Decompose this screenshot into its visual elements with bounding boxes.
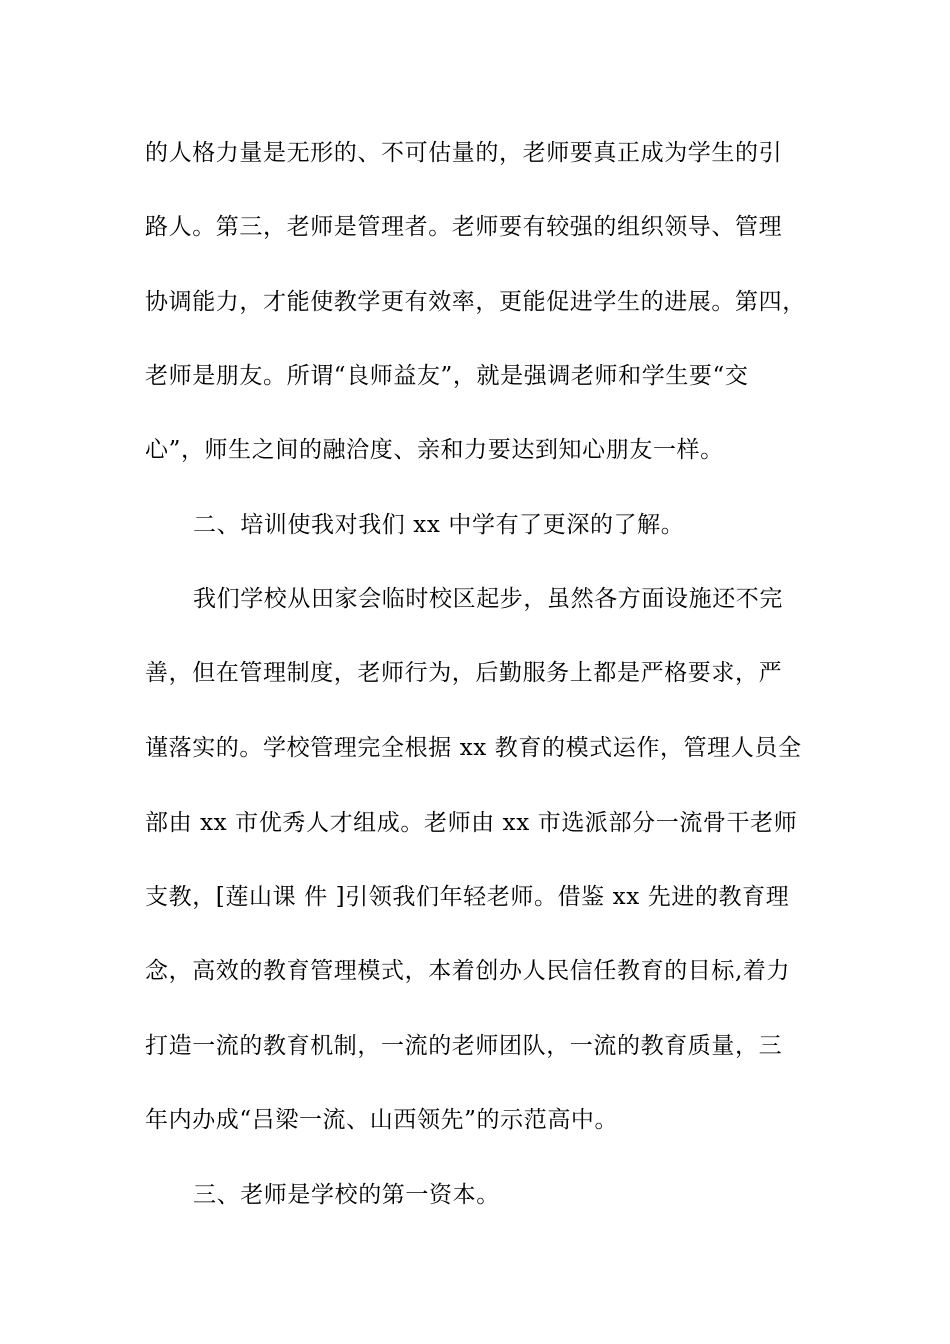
text-line: 心”，师生之间的融洽度、亲和力要达到知心朋友一样。 <box>145 437 724 463</box>
text-line: 年内办成“吕梁一流、山西领先”的示范高中。 <box>145 1107 619 1133</box>
text-line: 善，但在管理制度，老师行为，后勤服务上都是严格要求，严 <box>145 660 783 686</box>
text-line: 协调能力，才能使教学更有效率，更能促进学生的进展。第四， <box>145 289 806 315</box>
text-line: 支教，[莲山课 件 ]引领我们年轻老师。借鉴 xx 先进的教育理 <box>145 884 790 910</box>
text-line: 谨落实的。学校管理完全根据 xx 教育的模式运作，管理人员全 <box>145 735 802 761</box>
section-heading: 三、老师是学校的第一资本。 <box>193 1182 500 1208</box>
text-line: 部由 xx 市优秀人才组成。老师由 xx 市选派部分一流骨干老师 <box>145 810 798 836</box>
paragraph-start: 我们学校从田家会临时校区起步，虽然各方面设施还不完 <box>193 586 783 612</box>
section-heading: 二、培训使我对我们 xx 中学有了更深的了解。 <box>193 512 685 538</box>
text-line: 打造一流的教育机制，一流的老师团队，一流的教育质量，三 <box>145 1033 783 1059</box>
text-line: 路人。第三，老师是管理者。老师要有较强的组织领导、管理 <box>145 214 783 240</box>
text-line: 念，高效的教育管理模式，本着创办人民信任教育的目标,着力 <box>145 958 791 984</box>
text-line: 老师是朋友。所谓“良师益友”，就是强调老师和学生要“交 <box>145 363 749 389</box>
text-line: 的人格力量是无形的、不可估量的，老师要真正成为学生的引 <box>145 140 783 166</box>
